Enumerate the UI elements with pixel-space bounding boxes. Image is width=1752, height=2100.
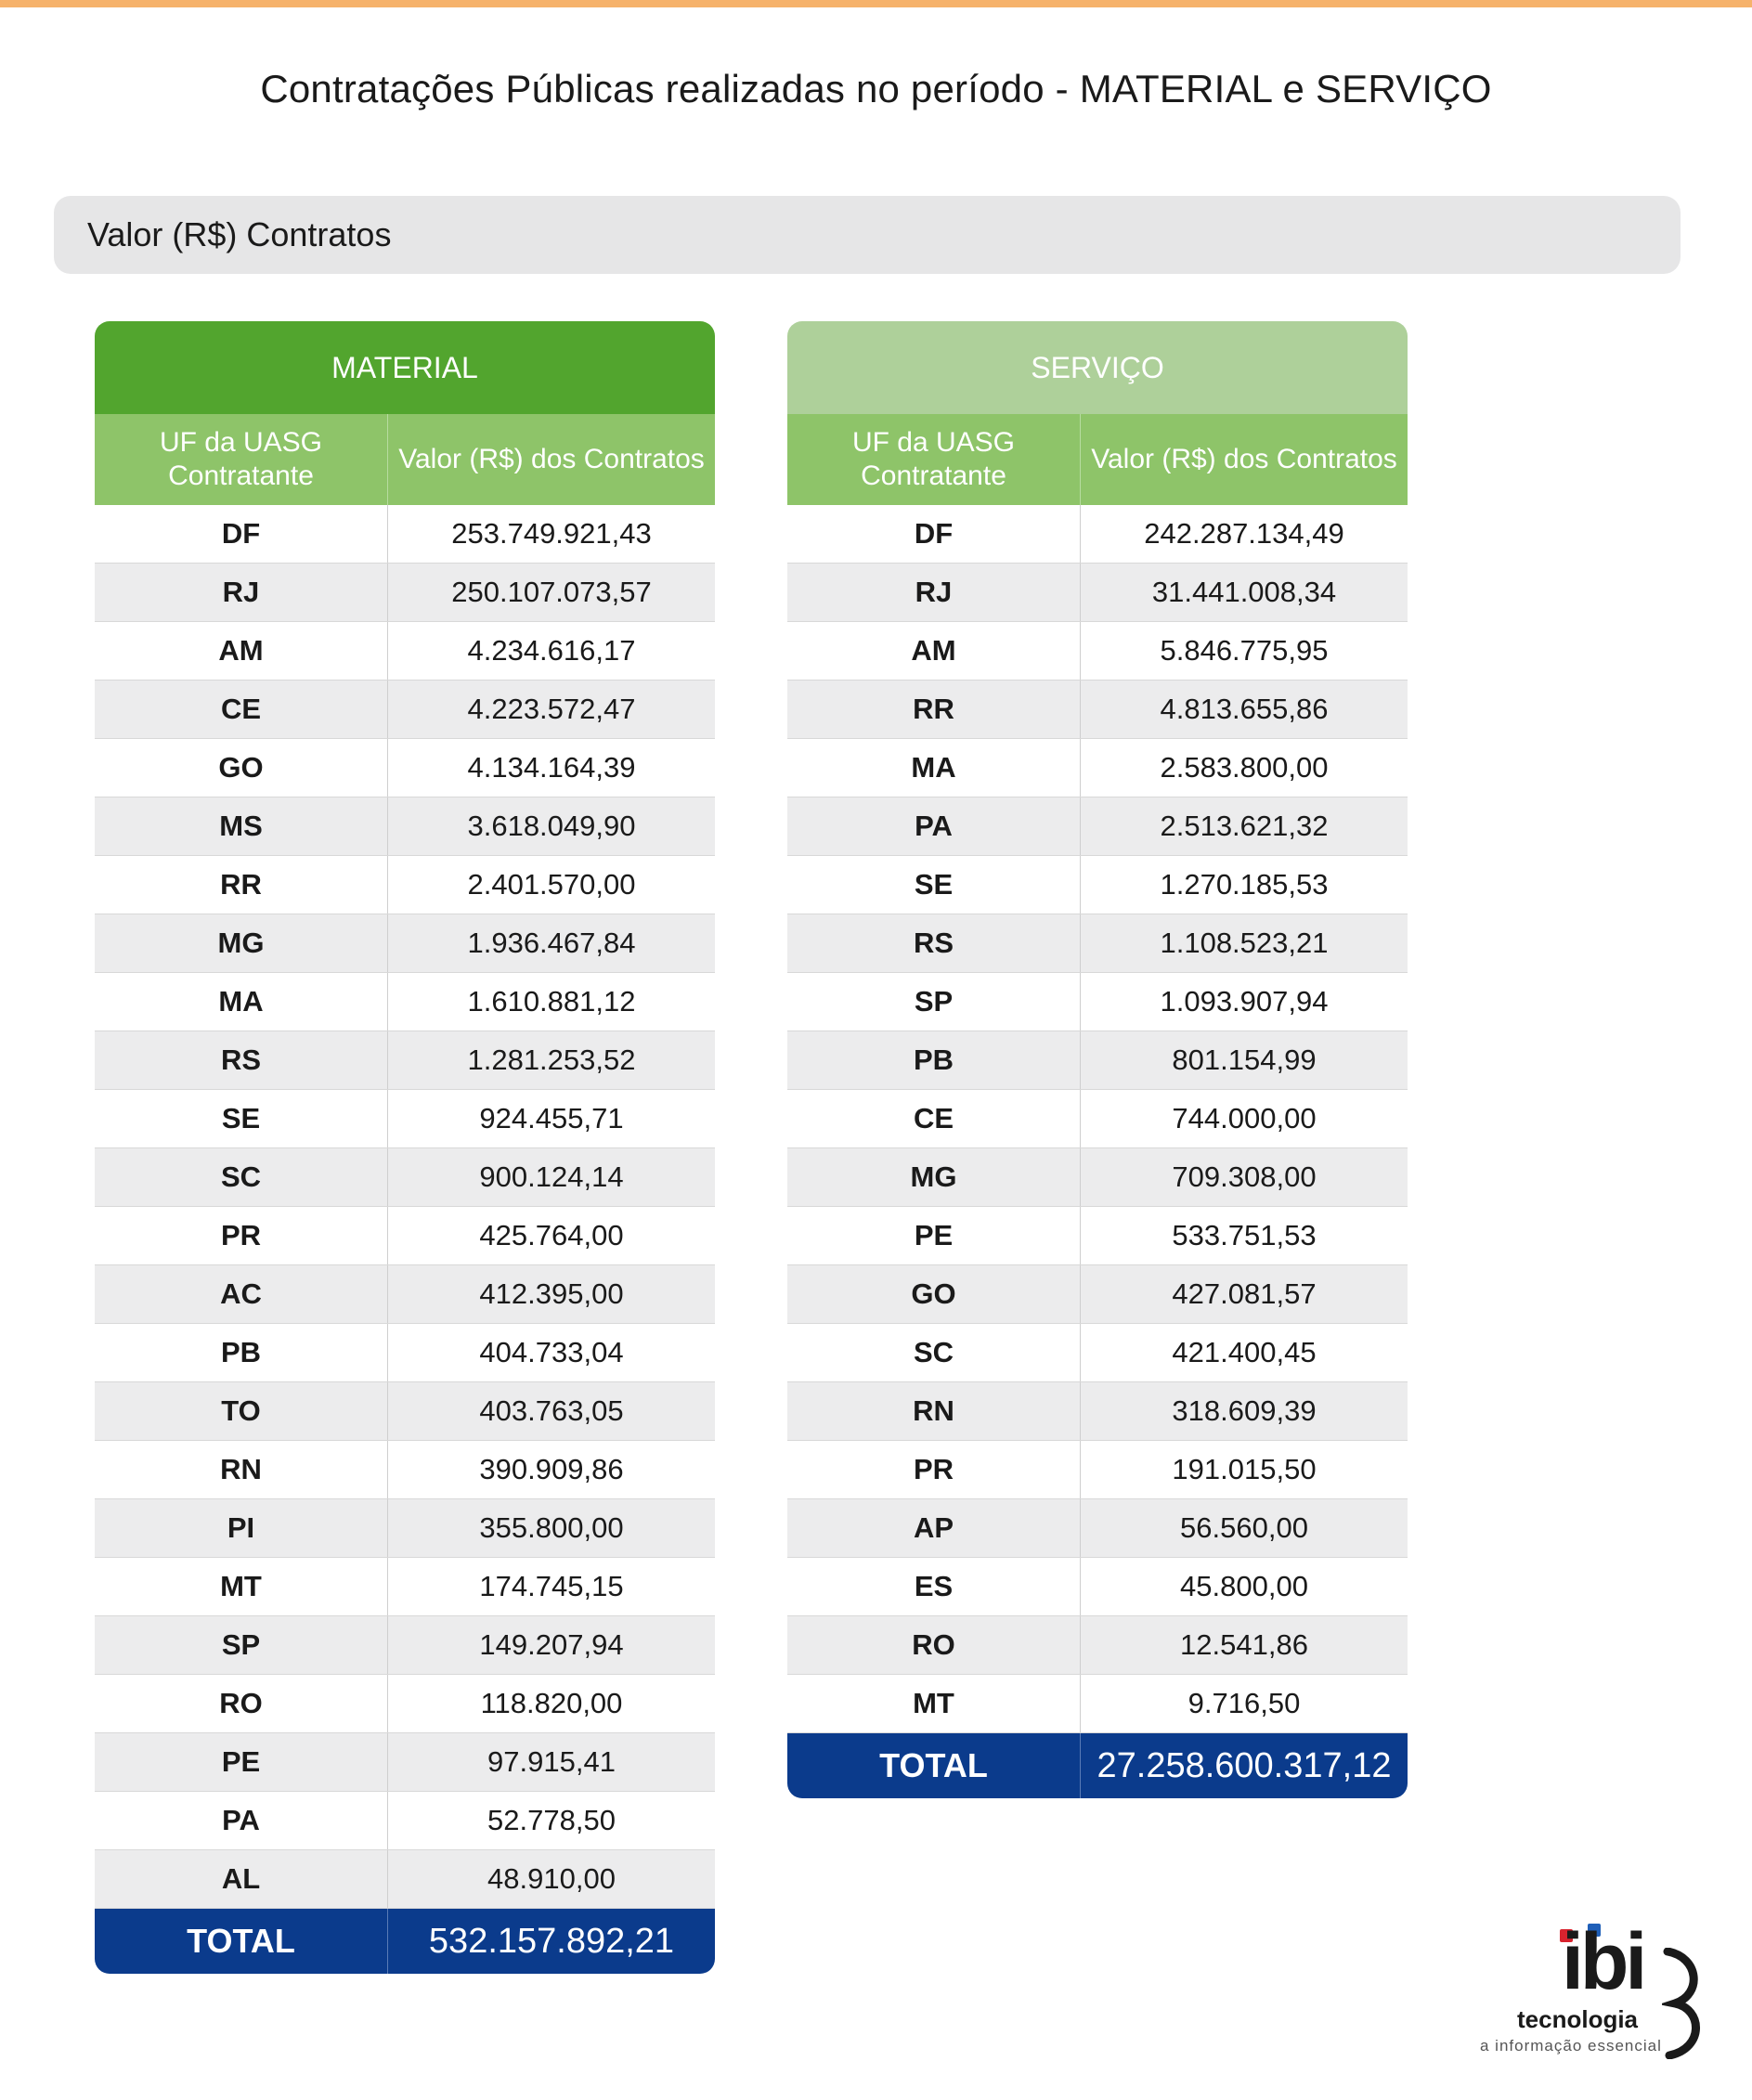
valor-cell: 427.081,57 xyxy=(1172,1277,1317,1310)
uf-cell: GO xyxy=(95,739,388,797)
table-row xyxy=(95,564,715,622)
valor-cell: 191.015,50 xyxy=(1172,1453,1317,1485)
table-row xyxy=(787,1324,1408,1382)
uf-cell: DF xyxy=(787,505,1081,563)
table-row xyxy=(787,564,1408,622)
valor-cell: 118.820,00 xyxy=(480,1687,623,1719)
table-row xyxy=(95,1090,715,1148)
uf-cell: AC xyxy=(95,1265,388,1323)
uf-cell: RJ xyxy=(95,564,388,621)
uf-cell: PE xyxy=(787,1207,1081,1264)
valor-cell: 174.745,15 xyxy=(479,1570,624,1602)
valor-cell: 533.751,53 xyxy=(1172,1219,1317,1251)
valor-cell: 149.207,94 xyxy=(479,1628,624,1661)
table-row xyxy=(95,1850,715,1909)
uf-cell: RO xyxy=(787,1616,1081,1674)
material-total-row xyxy=(95,1909,715,1974)
uf-cell: RS xyxy=(95,1031,388,1089)
uf-cell: MS xyxy=(95,797,388,855)
uf-cell: PA xyxy=(787,797,1081,855)
valor-cell: 900.124,14 xyxy=(479,1160,624,1193)
valor-cell: 56.560,00 xyxy=(1180,1511,1308,1544)
valor-cell: 250.107.073,57 xyxy=(451,576,652,608)
valor-cell: 1.108.523,21 xyxy=(1160,927,1329,959)
uf-cell: PI xyxy=(95,1499,388,1557)
valor-cell: 412.395,00 xyxy=(479,1277,624,1310)
column-header-valor: Valor (R$) dos Contratos xyxy=(398,444,705,474)
table-row xyxy=(787,1675,1408,1733)
section-title: Valor (R$) Contratos xyxy=(87,215,392,253)
valor-cell: 421.400,45 xyxy=(1172,1336,1317,1368)
valor-cell: 425.764,00 xyxy=(479,1219,624,1251)
uf-cell: PB xyxy=(95,1324,388,1381)
table-row xyxy=(787,1616,1408,1675)
uf-cell: SC xyxy=(95,1148,388,1206)
uf-cell: PB xyxy=(787,1031,1081,1089)
valor-cell: 253.749.921,43 xyxy=(451,517,652,550)
valor-cell: 1.936.467,84 xyxy=(467,927,636,959)
table-row xyxy=(95,681,715,739)
ibi-logo xyxy=(1476,1917,1708,2059)
table-row xyxy=(787,739,1408,797)
servico-table xyxy=(787,321,1408,1798)
valor-cell: 97.915,41 xyxy=(487,1745,616,1778)
table-row xyxy=(95,739,715,797)
servico-table-body xyxy=(787,505,1408,1733)
valor-cell: 48.910,00 xyxy=(487,1862,616,1895)
logo-word: ibi xyxy=(1562,1917,1644,2006)
table-row xyxy=(787,856,1408,914)
column-header-valor: Valor (R$) dos Contratos xyxy=(1091,444,1397,474)
table-row xyxy=(787,681,1408,739)
uf-cell: MG xyxy=(95,914,388,972)
uf-cell: RS xyxy=(787,914,1081,972)
table-row xyxy=(95,856,715,914)
valor-cell: 52.778,50 xyxy=(487,1804,616,1836)
valor-cell: 318.609,39 xyxy=(1172,1394,1317,1427)
uf-cell: MG xyxy=(787,1148,1081,1206)
table-row xyxy=(787,1148,1408,1207)
valor-cell: 12.541,86 xyxy=(1180,1628,1308,1661)
uf-cell: DF xyxy=(95,505,388,563)
uf-cell: SP xyxy=(787,973,1081,1031)
table-row xyxy=(95,797,715,856)
column-header-uf: UF da UASG Contratante xyxy=(95,414,388,505)
valor-cell: 801.154,99 xyxy=(1172,1044,1317,1076)
uf-cell: PA xyxy=(95,1792,388,1849)
table-row xyxy=(95,1499,715,1558)
valor-cell: 2.583.800,00 xyxy=(1160,751,1329,784)
uf-cell: AP xyxy=(787,1499,1081,1557)
material-column-headers xyxy=(95,414,715,505)
material-table xyxy=(95,321,715,1974)
top-accent-stripe xyxy=(0,0,1752,7)
total-value: 532.157.892,21 xyxy=(428,1921,675,1961)
uf-cell: SC xyxy=(787,1324,1081,1381)
valor-cell: 924.455,71 xyxy=(479,1102,624,1134)
table-row xyxy=(787,1499,1408,1558)
valor-cell: 2.513.621,32 xyxy=(1160,810,1329,842)
valor-cell: 4.223.572,47 xyxy=(467,693,636,725)
table-row xyxy=(95,1558,715,1616)
page-title: Contratações Públicas realizadas no período - MATERIAL e SERVIÇO xyxy=(260,67,1492,110)
valor-cell: 242.287.134,49 xyxy=(1144,517,1344,550)
valor-cell: 390.909,86 xyxy=(479,1453,624,1485)
material-table-body xyxy=(95,505,715,1909)
uf-cell: TO xyxy=(95,1382,388,1440)
table-row xyxy=(787,914,1408,973)
uf-cell: RO xyxy=(95,1675,388,1732)
table-row xyxy=(95,1675,715,1733)
total-value: 27.258.600.317,12 xyxy=(1097,1745,1392,1785)
valor-cell: 403.763,05 xyxy=(479,1394,624,1427)
valor-cell: 4.234.616,17 xyxy=(467,634,636,667)
section-header xyxy=(54,196,1681,274)
uf-cell: PR xyxy=(95,1207,388,1264)
valor-cell: 404.733,04 xyxy=(479,1336,624,1368)
valor-cell: 4.813.655,86 xyxy=(1160,693,1329,725)
table-row xyxy=(95,1441,715,1499)
uf-cell: RN xyxy=(787,1382,1081,1440)
uf-cell: RN xyxy=(95,1441,388,1498)
uf-cell: PE xyxy=(95,1733,388,1791)
total-label: TOTAL xyxy=(95,1909,388,1974)
column-header-uf: UF da UASG Contratante xyxy=(787,414,1081,505)
logo-arc-icon xyxy=(1662,1948,1708,2059)
servico-total-row xyxy=(787,1733,1408,1798)
uf-cell: AM xyxy=(95,622,388,680)
uf-cell: SP xyxy=(95,1616,388,1674)
uf-cell: RJ xyxy=(787,564,1081,621)
logo-tagline: a informação essencial xyxy=(1480,2037,1662,2055)
table-row xyxy=(95,914,715,973)
valor-cell: 1.093.907,94 xyxy=(1160,985,1329,1018)
valor-cell: 2.401.570,00 xyxy=(467,868,636,901)
table-row xyxy=(787,505,1408,564)
table-row xyxy=(787,1265,1408,1324)
table-row xyxy=(787,1207,1408,1265)
valor-cell: 5.846.775,95 xyxy=(1160,634,1329,667)
table-row xyxy=(95,622,715,681)
material-table-heading: MATERIAL xyxy=(95,321,715,414)
valor-cell: 9.716,50 xyxy=(1187,1687,1301,1719)
valor-cell: 45.800,00 xyxy=(1180,1570,1308,1602)
uf-cell: CE xyxy=(787,1090,1081,1147)
valor-cell: 3.618.049,90 xyxy=(467,810,636,842)
table-row xyxy=(787,1090,1408,1148)
valor-cell: 709.308,00 xyxy=(1172,1160,1317,1193)
uf-cell: AM xyxy=(787,622,1081,680)
table-row xyxy=(95,1733,715,1792)
uf-cell: SE xyxy=(95,1090,388,1147)
table-row xyxy=(95,973,715,1031)
table-row xyxy=(787,622,1408,681)
uf-cell: MA xyxy=(787,739,1081,797)
table-row xyxy=(95,1148,715,1207)
uf-cell: RR xyxy=(95,856,388,914)
table-row xyxy=(787,1382,1408,1441)
table-row xyxy=(787,973,1408,1031)
valor-cell: 1.610.881,12 xyxy=(467,985,636,1018)
table-row xyxy=(95,1265,715,1324)
table-row xyxy=(787,1558,1408,1616)
uf-cell: MT xyxy=(787,1675,1081,1732)
logo-subtitle: tecnologia xyxy=(1517,2005,1639,2033)
uf-cell: GO xyxy=(787,1265,1081,1323)
uf-cell: AL xyxy=(95,1850,388,1908)
uf-cell: MT xyxy=(95,1558,388,1615)
uf-cell: SE xyxy=(787,856,1081,914)
table-row xyxy=(787,797,1408,856)
table-row xyxy=(95,1207,715,1265)
table-row xyxy=(95,1324,715,1382)
uf-cell: ES xyxy=(787,1558,1081,1615)
table-row xyxy=(95,1616,715,1675)
uf-cell: RR xyxy=(787,681,1081,738)
table-row xyxy=(95,505,715,564)
valor-cell: 4.134.164,39 xyxy=(467,751,636,784)
valor-cell: 31.441.008,34 xyxy=(1151,576,1337,608)
table-row xyxy=(95,1031,715,1090)
table-row xyxy=(95,1792,715,1850)
uf-cell: PR xyxy=(787,1441,1081,1498)
valor-cell: 744.000,00 xyxy=(1172,1102,1317,1134)
table-row xyxy=(787,1441,1408,1499)
servico-table-heading: SERVIÇO xyxy=(787,321,1408,414)
table-row xyxy=(95,1382,715,1441)
table-row xyxy=(787,1031,1408,1090)
valor-cell: 1.281.253,52 xyxy=(467,1044,636,1076)
total-label: TOTAL xyxy=(787,1733,1081,1798)
uf-cell: MA xyxy=(95,973,388,1031)
valor-cell: 1.270.185,53 xyxy=(1160,868,1329,901)
servico-column-headers xyxy=(787,414,1408,505)
valor-cell: 355.800,00 xyxy=(479,1511,624,1544)
uf-cell: CE xyxy=(95,681,388,738)
